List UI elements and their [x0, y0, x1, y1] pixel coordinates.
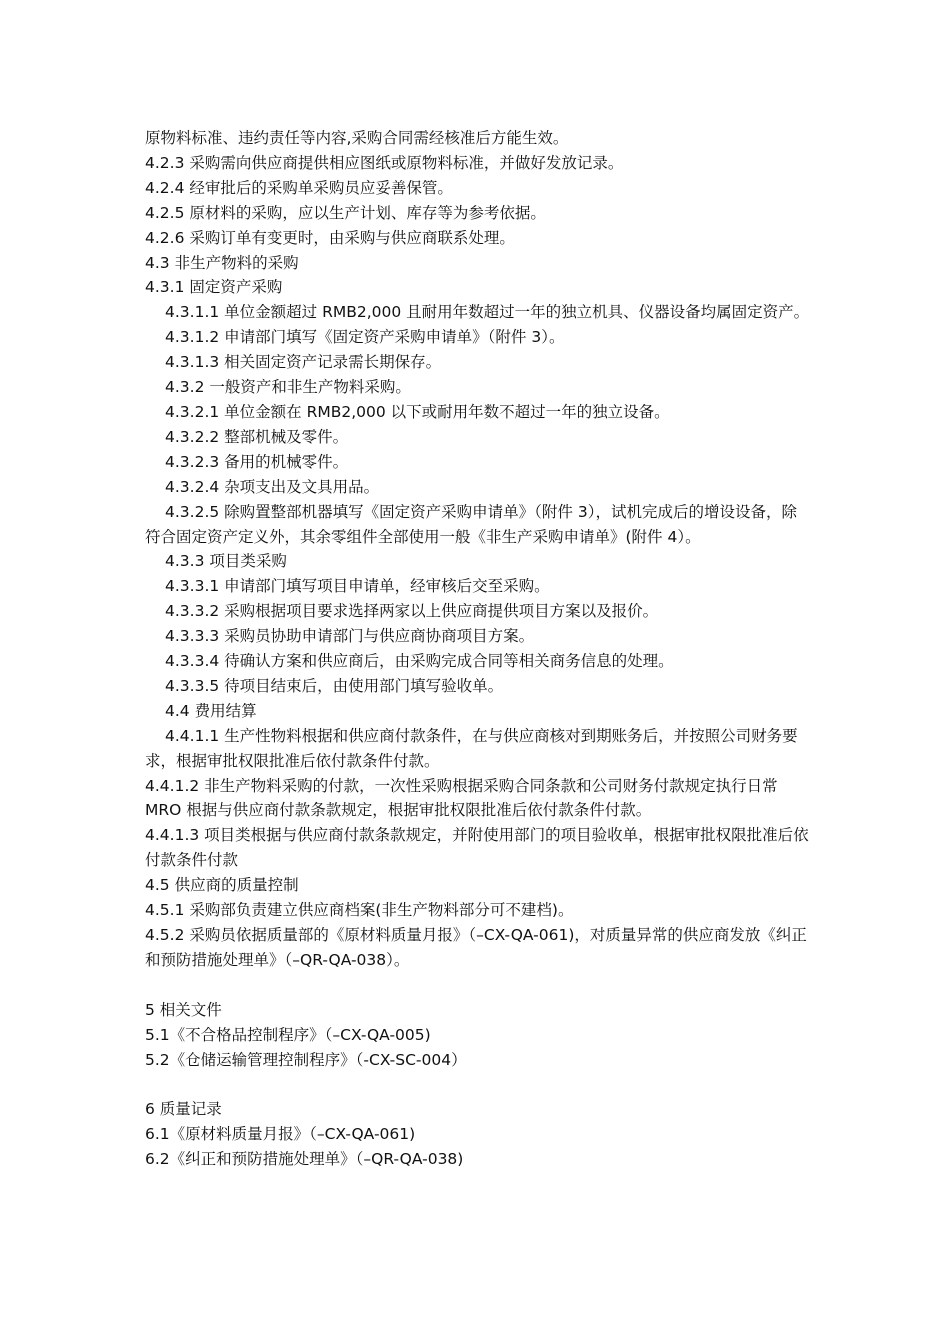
blank-line — [145, 973, 810, 998]
doc-line-4-3-1-1: 4.3.1.1 单位金额超过 RMB2,000 且耐用年数超过一年的独立机具、仪器设备均属固定资产。 — [165, 303, 810, 322]
doc-line-5-2: 5.2《仓储运输管理控制程序》（-CX-SC-004） — [145, 1050, 467, 1069]
doc-line-4-3-2-5: 4.3.2.5 除购置整部机器填写《固定资产采购申请单》（附件 3），试机完成后的增设设备，除符合固定资产定义外，其余零组件全部使用一般《非生产采购申请单》(附件 4）。 — [145, 502, 797, 546]
doc-line-4-3-2: 4.3.2 一般资产和非生产物料采购。 — [165, 378, 411, 397]
doc-line-4-4-1-3: 4.4.1.3 项目类根据与供应商付款条款规定，并附使用部门的项目验收单，根据审批权限批准后依付款条件付款 — [145, 826, 809, 870]
blank-line — [145, 1072, 810, 1097]
section-heading-4-4: 4.4 费用结算 — [165, 701, 257, 720]
doc-line-4-2-3: 4.2.3 采购需向供应商提供相应图纸或原物料标准，并做好发放记录。 — [145, 153, 624, 172]
doc-line-4-3-3: 4.3.3 项目类采购 — [165, 552, 287, 571]
doc-line-4-2-5: 4.2.5 原材料的采购，应以生产计划、库存等为参考依据。 — [145, 203, 546, 222]
section-heading-5: 5 相关文件 — [145, 1000, 222, 1019]
doc-line-4-4-1-2: 4.4.1.2 非生产物料采购的付款，一次性采购根据采购合同条款和公司财务付款规定执行日常 MRO 根据与供应商付款条款规定，根据审批权限批准后依付款条件付款。 — [145, 776, 783, 820]
doc-line-4-3-1: 4.3.1 固定资产采购 — [145, 278, 283, 297]
doc-line-4-2-4: 4.2.4 经审批后的采购单采购员应妥善保管。 — [145, 178, 453, 197]
doc-line-4-3-3-5: 4.3.3.5 待项目结束后，由使用部门填写验收单。 — [165, 676, 504, 695]
doc-line-4-3-2-4: 4.3.2.4 杂项支出及文具用品。 — [165, 477, 380, 496]
doc-line-4-3-3-4: 4.3.3.4 待确认方案和供应商后，由采购完成合同等相关商务信息的处理。 — [165, 652, 674, 671]
section-heading-4-3: 4.3 非生产物料的采购 — [145, 253, 299, 272]
doc-line-4-3-2-1: 4.3.2.1 单位金额在 RMB2,000 以下或耐用年数不超过一年的独立设备。 — [165, 402, 670, 421]
doc-line-4-3-2-3: 4.3.2.3 备用的机械零件。 — [165, 452, 349, 471]
section-heading-4-5: 4.5 供应商的质量控制 — [145, 876, 299, 895]
section-heading-6: 6 质量记录 — [145, 1100, 222, 1119]
doc-line-4-3-1-3: 4.3.1.3 相关固定资产记录需长期保存。 — [165, 353, 442, 372]
doc-line-4-3-3-1: 4.3.3.1 申请部门填写项目申请单，经审核后交至采购。 — [165, 577, 550, 596]
doc-line-4-4-1-1: 4.4.1.1 生产性物料根据和供应商付款条件，在与供应商核对到期账务后，并按照公司财务要求，根据审批权限批准后依付款条件付款。 — [145, 726, 798, 770]
doc-line-6-2: 6.2《纠正和预防措施处理单》（–QR-QA-038) — [145, 1150, 464, 1169]
doc-line-4-3-3-2: 4.3.3.2 采购根据项目要求选择两家以上供应商提供项目方案以及报价。 — [165, 602, 659, 621]
doc-line-4-3-3-3: 4.3.3.3 采购员协助申请部门与供应商协商项目方案。 — [165, 627, 535, 646]
doc-line-5-1: 5.1《不合格品控制程序》（–CX-QA-005) — [145, 1025, 431, 1044]
doc-line-4-5-2: 4.5.2 采购员依据质量部的《原材料质量月报》（–CX-QA-061)，对质量异常的供应商发放《纠正和预防措施处理单》（–QR-QA-038）。 — [145, 926, 807, 969]
doc-line-6-1: 6.1《原材料质量月报》（–CX-QA-061) — [145, 1125, 416, 1144]
doc-line-4-3-1-2: 4.3.1.2 申请部门填写《固定资产采购申请单》（附件 3）。 — [165, 328, 565, 347]
doc-line-4-5-1: 4.5.1 采购部负责建立供应商档案(非生产物料部分可不建档)。 — [145, 901, 574, 920]
document-body — [145, 126, 810, 1172]
doc-line-4-3-2-2: 4.3.2.2 整部机械及零件。 — [165, 427, 349, 446]
doc-line-1: 原物料标准、违约责任等内容,采购合同需经核准后方能生效。 — [145, 129, 569, 147]
doc-line-4-2-6: 4.2.6 采购订单有变更时，由采购与供应商联系处理。 — [145, 228, 515, 247]
